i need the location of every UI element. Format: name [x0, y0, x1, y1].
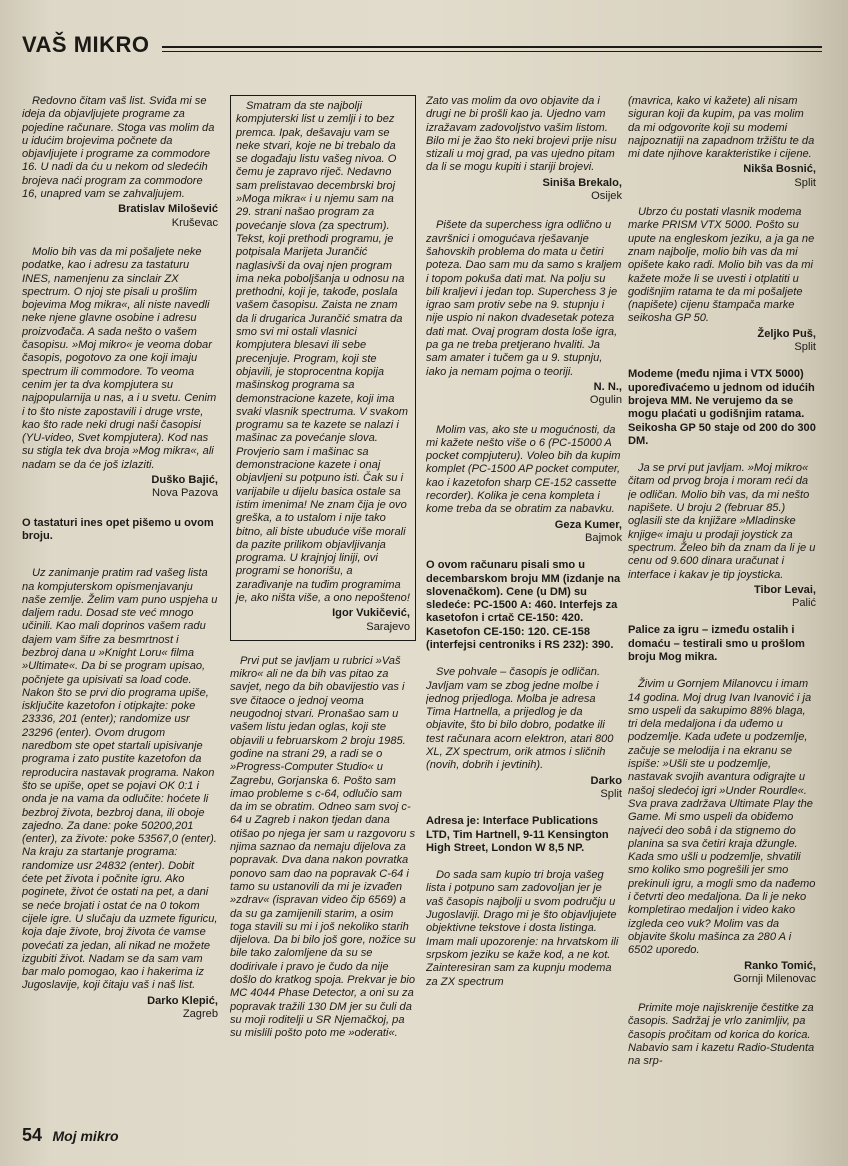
letter-text: Živim u Gornjem Milanovcu i imam 14 godina. Moj drug Ivan Ivanović i ja smo uspeli da sakupimo 88% blaga, tri dela medaljona i da uđemo u podzemlje. Kada uđete u podzemlje, začuje se melodija i na ekranu se ispiše: »Ušli ste u podzemlje, nastavak svojih avantura odigrajte u našoj sledećoj igri »Under Rourdle«. Sva prava zadržava Ultimate Play the Game. Mi smo uspeli da obiđemo najveći deo sobâ i da stignemo do planina sa sva četiri kraja džungle. Kada smo ušli u podzemlje, shvatili smo koliko smo pogrešili jer smo prekinuli igru, a mogli smo da nađemo i četvrti deo medaljona. Da li je neko kompletirao medaljon i video kako izgleda ceo vuk? Molim vas da objavite školu mašinca za 280 A i 6502 uporedo. [628, 678, 816, 957]
letter-signature: Duško Bajić, [151, 474, 218, 487]
letter-signature: N. N., [593, 380, 622, 393]
letter-place: Palić [791, 597, 816, 610]
letter-text: Zato vas molim da ovo objavite da i drugi ne bi prošli kao ja. Ujedno vam izražavam zadovoljstvo vašim listom. Bilo mi je žao što neki brojevi prije nisu stizali u moj grad, pa vas ujedno pitam da li se mogu kupiti i stariji brojevi. [426, 95, 617, 174]
letter-text: Pišete da superchess igra odlično u završnici i omogućava rješavanje šahovskih problema do mata u četiri poteza. Dao sam mu da samo s kraljem i topom pokuša dati mat. Na polju su bili kraljevi i jedan top. Superchess 3 je igrao sam protiv sebe na 9. stupnju i nije uspio ni nakon dvadesetak poteza dati mat. Ovaj program dosta loše igra, pa ga ne treba pretjerano hvaliti. Ja sam amater i tučem ga u 9. stupnju, iako ja nemam pojma o teoriji. [426, 219, 622, 378]
magazine-name: Moj mikro [52, 1128, 119, 1144]
letter-signature: Ranko Tomić, [744, 959, 816, 972]
editor-reply: O tastaturi ines opet pišemo u ovom broju. [22, 516, 214, 542]
letter-place: Osijek [591, 190, 622, 203]
editor-reply: Palice za igru – između ostalih i domaću – testirali smo u prošlom broju Mog mikra. [628, 624, 805, 663]
letter-signature: Darko [590, 774, 622, 787]
letter-text: Prvi put se javljam u rubrici »Vaš mikro« ali ne da bih vas pitao za savjet, nego da bih obavijestio vas i sve čitaoce o jednoj veoma neugodnoj stvari. Pronašao sam u vašem listu jedan oglas, koji ste objavili u februarskom 2 broju 1985. godine na strani 29, a radi se o »Progress-Computer Studio« u Zagrebu, Gorjanska 6. Pošto sam imao probleme s c-64, odlučio sam da im se obratim. Odneo sam svoj c-64 u Zagreb i nakon tjedan dana otišao po njega jer sam u razgovoru s njima saznao da nemaju dijelova za popravak. Dva dana nakon povratka ponovo sam dao na popravak C-64 i tamo su ustanovili da mi je izvađen »zdrav« (ispravan video čip 6569) a da su ga zamijenili starim, a osim toga stavili su mi i još nekoliko starih dijelova. Da bi bilo još gore, nožice su bile tako zalomljene da su se dodirivale i pravo je čudo da nije došlo do kratkog spoja. Prekvar je bio MC 4044 Phase Detector, a oni su za popravak tražili 130 DM jer su čuli da su moji roditelji u SR Njemačkoj, pa su mislili pošto poto me »oderati«. [230, 654, 416, 1040]
boxed-letter [230, 95, 416, 641]
letter-text: Sve pohvale – časopis je odličan. Javljam vam se zbog jedne molbe i jednog prijedloga. Molba je adresa Tima Hartnella, a prijedlog je da objavite, što bi bilo dobro, podatke ili test računara acorn elektron, atari 800 XL, ZX spectrum, orik atmos i sličnih (novih, dobrih i jevtinih). [426, 666, 614, 772]
letter-place: Sarajevo [366, 620, 410, 633]
editor-reply: O ovom računaru pisali smo u decembarskom broju MM (izdanje na slovenačkom). Cene (u DM) su sledeće: PC-1500 A: 460. Interfejs za kasetofon i crtač CE-150: 420. Kasetofon CE-150: 120. CE-158 (interfejsi centroniks i RS 232): 390. [426, 559, 621, 651]
page-number: 54 [22, 1125, 43, 1145]
section-title: VAŠ MIKRO [22, 32, 150, 57]
letter-place: Split [794, 341, 816, 354]
letter-place: Split [600, 787, 622, 800]
column-4 [628, 95, 816, 1145]
letter-place: Ogulin [589, 394, 622, 407]
letter-signature: Bratislav Milošević [118, 203, 218, 216]
letter-text: Uz zanimanje pratim rad vašeg lista na kompjuterskom opismenjavanju naše zemlje. Želim vam puno uspjeha u daljem radu. Dosad ste već mnogo učinili. Kao mali doprinos vašem radu dajem vam šifre za besmrtnost i bezbroj dana u »Knight Loru« filma »Ultimate«. Da bi se program upisao, počnjete ga upisivati sa load code. Nakon što se prvi dio programa upiše, isključite kazetofon i otipkajte: poke 23336, 201 (enter); randomize usr 23296 (enter). Ovom drugom naredbom ste opet startali upisivanje programa i zato pustite kazetofon da reproducira nastavak programa. Nakon što se upiše, opet se pojavi OK 0:1 i onda je na vama da odlučite: hoćete li bezbroj života, bezbroj dana, ili oboje zajedno. Za dane: poke 50200,201 (enter), za živote: poke 53567,0 (enter). Na kraju za startanje programa: randomize usr 24832 (enter). Dobit ćete pet života i počnite igru. Ako poginete, život će ostati na pet, a dani se neće brojati i ostat će na 0 tokom cijele igre. U slučaju da uzmete figuricu, koja daje živote, broj života će vamse povećati za jedan, ali nikad ne možete izgubiti život. Nadam se da sam vam bar malo pomogao, kao i hakerima iz Jugoslavije, koji čitaju vaš i naš list. [22, 567, 218, 992]
editor-reply: Modeme (među njima i VTX 5000) upoređivaćemo u jednom od idućih brojeva MM. Ne verujemo da se mogu plaćati u godišnjim ratama. Seikosha GP 50 staje od 200 do 300 DM. [628, 368, 816, 447]
letter-signature: Igor Vukičević, [332, 607, 410, 620]
letter-place: Bajmok [585, 531, 622, 544]
letter-place: Gornji Milenovac [733, 972, 816, 985]
letter-signature: Geza Kumer, [554, 518, 622, 531]
letter-text: Primite moje najiskrenije čestitke za časopis. Sadržaj je vrlo zanimljiv, pa časopis pročitam od korica do korica. Nabavio sam i kazetu Radio-Studenta na srp- [628, 1002, 815, 1068]
letter-signature: Nikša Bosnić, [743, 163, 816, 176]
letter-text: Molim vas, ako ste u mogućnosti, da mi kažete nešto više o 6 (PC-15000 A pocket compjuteru). Voleo bih da kupim komplet (PC-1500 AP pocket computer, kao i kazetofon sharp CE-152 cassette recorder). Kolika je cena kompleta i kome treba da se obratim za nabavku. [426, 423, 621, 516]
page-footer [22, 1125, 119, 1149]
letter-place: Nova Pazova [152, 487, 218, 500]
column-3 [426, 95, 622, 1145]
section-header [22, 30, 822, 60]
letter-text: Ubrzo ću postati vlasnik modema marke PRISM VTX 5000. Pošto su upute na engleskom jeziku, a ja ga ne znam najbolje, molio bih vas da mi opišete kako radi. Molio bih vas da mi kažete može li se uvesti i otplatiti u godišnjim ratama te da mi pošaljete (napišete) cijenu štampača marke seikosha GP 50. [628, 206, 815, 325]
column-2 [230, 95, 416, 1145]
header-rule [162, 46, 822, 52]
letter-text: Ja se prvi put javljam. »Moj mikro« čitam od prvog broja i moram reći da je odličan. Molio bih vas, da mi nešto napišete. U broju 2 (februar 85.) oglasili ste da knjižare »Mladinske knjige« imaju u prodaji joystick za spectrum. Želeo bih da znam da li je u cenu od 9.600 dinara uračunat i interface i kakav je tip joysticka. [628, 462, 816, 581]
letter-text: Do sada sam kupio tri broja vašeg lista i potpuno sam zadovoljan jer je vaš časopis najbolji u svom području u Jugoslaviji. Drago mi je što objavljujete objektivne tekstove i dosta listinga. Imam mali upozorenje: na hrvatskom ili srpskom jeziku se kaže kod, a ne kot. Zainteresiran sam za kupnju modema za ZX spectrum [426, 869, 619, 988]
letter-signature: Željko Puš, [757, 327, 816, 340]
letter-place: Zagreb [182, 1008, 218, 1020]
letter-signature: Tibor Levai, [753, 583, 816, 596]
letter-place: Kruševac [171, 216, 218, 229]
letter-text: (mavrica, kako vi kažete) ali nisam siguran koji da kupim, pa vas molim da mi odgovorite koji su modemi najpoznatiji na zapadnom tržištu te da mi date njihove karakteristike i cijene. [628, 95, 815, 161]
editor-reply: Adresa je: Interface Publications LTD, Tim Hartnell, 9-11 Kensington High Street, London W 8,5 NP. [426, 815, 609, 854]
letter-signature: Siniša Brekalo, [542, 176, 622, 189]
column-1 [22, 95, 218, 1145]
letter-text: Smatram da ste najbolji kompjuterski list u zemlji i to bez premca. Ipak, dešavaju vam se neke stvari, koje ne bi trebalo da se događaju listu vašeg nivoa. O čemu je zapravo riječ. Nedavno sam prelistavao decembrski broj »Moga mikra« i u njemu sam na 29. strani našao program za povećanje slova (za spectrum). Tekst, koji prethodi programu, je potpisala Marijeta Jurančić naglasivši da ovaj njen program ima neka poboljšanja u odnosu na prethodni, koji je, takođe, poslala vašem časopisu. Zaista ne znam da li drugarica Jurančić smatra da smo svi mi ostali vlasnici kompjutera blesavi ili sebe precenjuje. Program, koji ste objavili, je stoprocentna kopija mašinskog programa sa demonstracione kazete, koji ima svaki vlasnik spectruma. V svakom programu sa te kazete se nalazi i mašinac za povećanje slova. Provjerio sam i mašinac sa demonstracione kazete i onaj objavljeni su potpuno isti. Čak su i varijabile u dijelu basica ostale sa istim imenima! Ne znam čija je ovo greška, a to ustalom i nije tako bitno, ali biste ubuduće više morali da pazite prilikom objavljivanja programa. U krajnjoj liniji, ovi programi se honorišu, a zarađivanje na tuđim programima je, ako ništa više, a ono nepošteno! [236, 100, 410, 604]
letter-text: Molio bih vas da mi pošaljete neke podatke, kao i adresu za tastaturu INES, namenjenu za sinclair ZX spectrum. O njoj ste pisali u prošlim bojevima Mog mikra«, ali niste navedli neke njene glavne osobine i adresu proizvođača. A sada nešto o vašem časopisu. »Moj mikro« je veoma dobar časopis, pogotovo za one koji imaju spectrum ili commodore. To veoma cenim jer ta dva kompjutera su najpopularnija u nas, a i u svetu. Cenim i to što niste zapostavili i druge vrste, kao što rade neki drugi naši časopisi (YU-video, Svet kompjutera). Kod nas su stigla tek dva broja »Mog mikra«, ali nadam se da će još izlaziti. [22, 245, 217, 471]
letter-place: Split [794, 176, 816, 189]
letter-text: Redovno čitam vaš list. Sviđa mi se ideja da objavljujete programe za pojedine računare. Stoga vas molim da u idućim brojevima počnete da objavljujete i programe za commodore 16. U nadi da ću u nekom od sledećih brojeva naći program za commodore 16, unapred vam se zahvaljujem. [22, 95, 215, 201]
letter-signature: Darko Klepić, [147, 994, 218, 1007]
